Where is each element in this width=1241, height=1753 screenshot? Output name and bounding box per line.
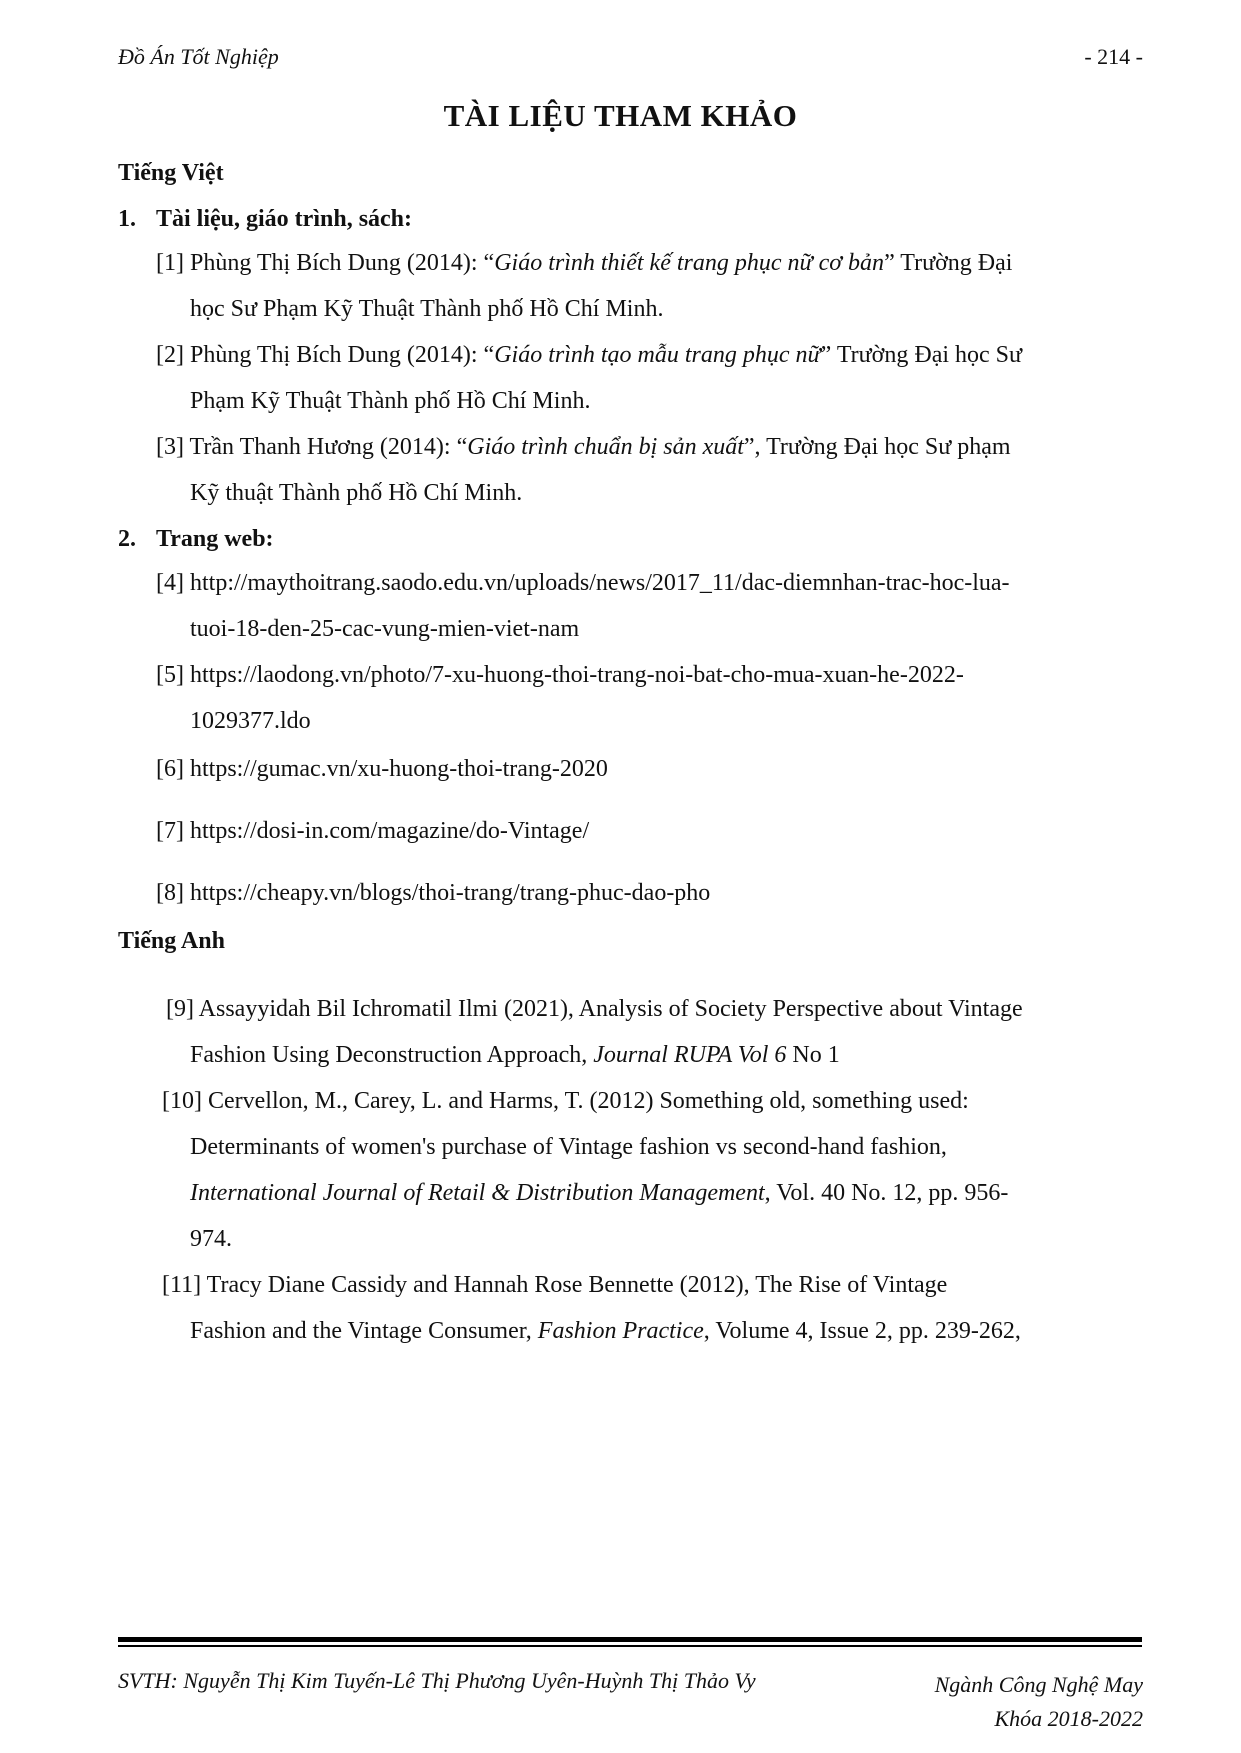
reference-item-continued: Determinants of women's purchase of Vintage fashion vs second-hand fashion, — [190, 1134, 947, 1160]
footer-major-course — [935, 1668, 1143, 1736]
reference-item: [1] Phùng Thị Bích Dung (2014): “Giáo trình thiết kế trang phục nữ cơ bản” Trường Đại — [156, 250, 1013, 276]
subsection-websites — [118, 526, 274, 553]
header-doc-title: Đồ Án Tốt Nghiệp — [118, 44, 279, 69]
footer-authors: SVTH: Nguyễn Thị Kim Tuyến-Lê Thị Phương Uyên-Huỳnh Thị Thảo Vy — [118, 1668, 756, 1693]
reference-item: [3] Trần Thanh Hương (2014): “Giáo trình chuẩn bị sản xuất”, Trường Đại học Sư phạm — [156, 434, 1011, 460]
reference-link[interactable]: [6] https://gumac.vn/xu-huong-thoi-trang-2020 — [156, 756, 608, 782]
reference-item: [11] Tracy Diane Cassidy and Hannah Rose Bennette (2012), The Rise of Vintage — [162, 1272, 948, 1298]
reference-item: [9] Assayyidah Bil Ichromatil Ilmi (2021), Analysis of Society Perspective about Vintage — [166, 996, 1023, 1022]
reference-item-continued: Phạm Kỹ Thuật Thành phố Hồ Chí Minh. — [190, 388, 591, 414]
reference-link-continued[interactable]: tuoi-18-den-25-cac-vung-mien-viet-nam — [190, 616, 580, 642]
reference-link[interactable]: [5] https://laodong.vn/photo/7-xu-huong-thoi-trang-noi-bat-cho-mua-xuan-he-2022- — [156, 662, 964, 688]
reference-link-continued[interactable]: 1029377.ldo — [190, 708, 311, 734]
page-number: - 214 - — [1084, 44, 1143, 69]
section-heading-vietnamese: Tiếng Việt — [118, 160, 224, 186]
footer-rule-thick — [118, 1637, 1142, 1642]
subsection-label: Trang web: — [156, 526, 274, 552]
reference-item-continued: học Sư Phạm Kỹ Thuật Thành phố Hồ Chí Minh. — [190, 296, 664, 322]
subsection-label: Tài liệu, giáo trình, sách: — [156, 206, 413, 232]
footer-course: Khóa 2018-2022 — [994, 1706, 1143, 1731]
reference-item-continued: Kỹ thuật Thành phố Hồ Chí Minh. — [190, 480, 523, 506]
footer-rule-thin — [118, 1645, 1142, 1647]
reference-item-continued: Fashion Using Deconstruction Approach, Journal RUPA Vol 6 No 1 — [190, 1042, 840, 1068]
reference-item-continued: Fashion and the Vintage Consumer, Fashion Practice, Volume 4, Issue 2, pp. 239-262, — [190, 1318, 1021, 1344]
reference-item: [10] Cervellon, M., Carey, L. and Harms, T. (2012) Something old, something used: — [162, 1088, 969, 1114]
footer-major: Ngành Công Nghệ May — [934, 1672, 1143, 1697]
reference-item: [2] Phùng Thị Bích Dung (2014): “Giáo trình tạo mẫu trang phục nữ” Trường Đại học Sư — [156, 342, 1023, 368]
subsection-number: 1. — [118, 206, 136, 232]
reference-link[interactable]: [4] http://maythoitrang.saodo.edu.vn/uploads/news/2017_11/dac-diemnhan-trac-hoc-lua- — [156, 570, 1010, 596]
reference-link[interactable]: [7] https://dosi-in.com/magazine/do-Vintage/ — [156, 818, 590, 844]
subsection-number: 2. — [118, 526, 136, 552]
reference-item-continued: International Journal of Retail & Distribution Management, Vol. 40 No. 12, pp. 956- — [190, 1180, 1009, 1206]
section-heading-english: Tiếng Anh — [118, 928, 225, 954]
reference-link[interactable]: [8] https://cheapy.vn/blogs/thoi-trang/trang-phuc-dao-pho — [156, 880, 711, 906]
page-title: TÀI LIỆU THAM KHẢO — [443, 98, 798, 133]
subsection-books — [118, 206, 412, 233]
reference-item-continued: 974. — [190, 1226, 232, 1252]
